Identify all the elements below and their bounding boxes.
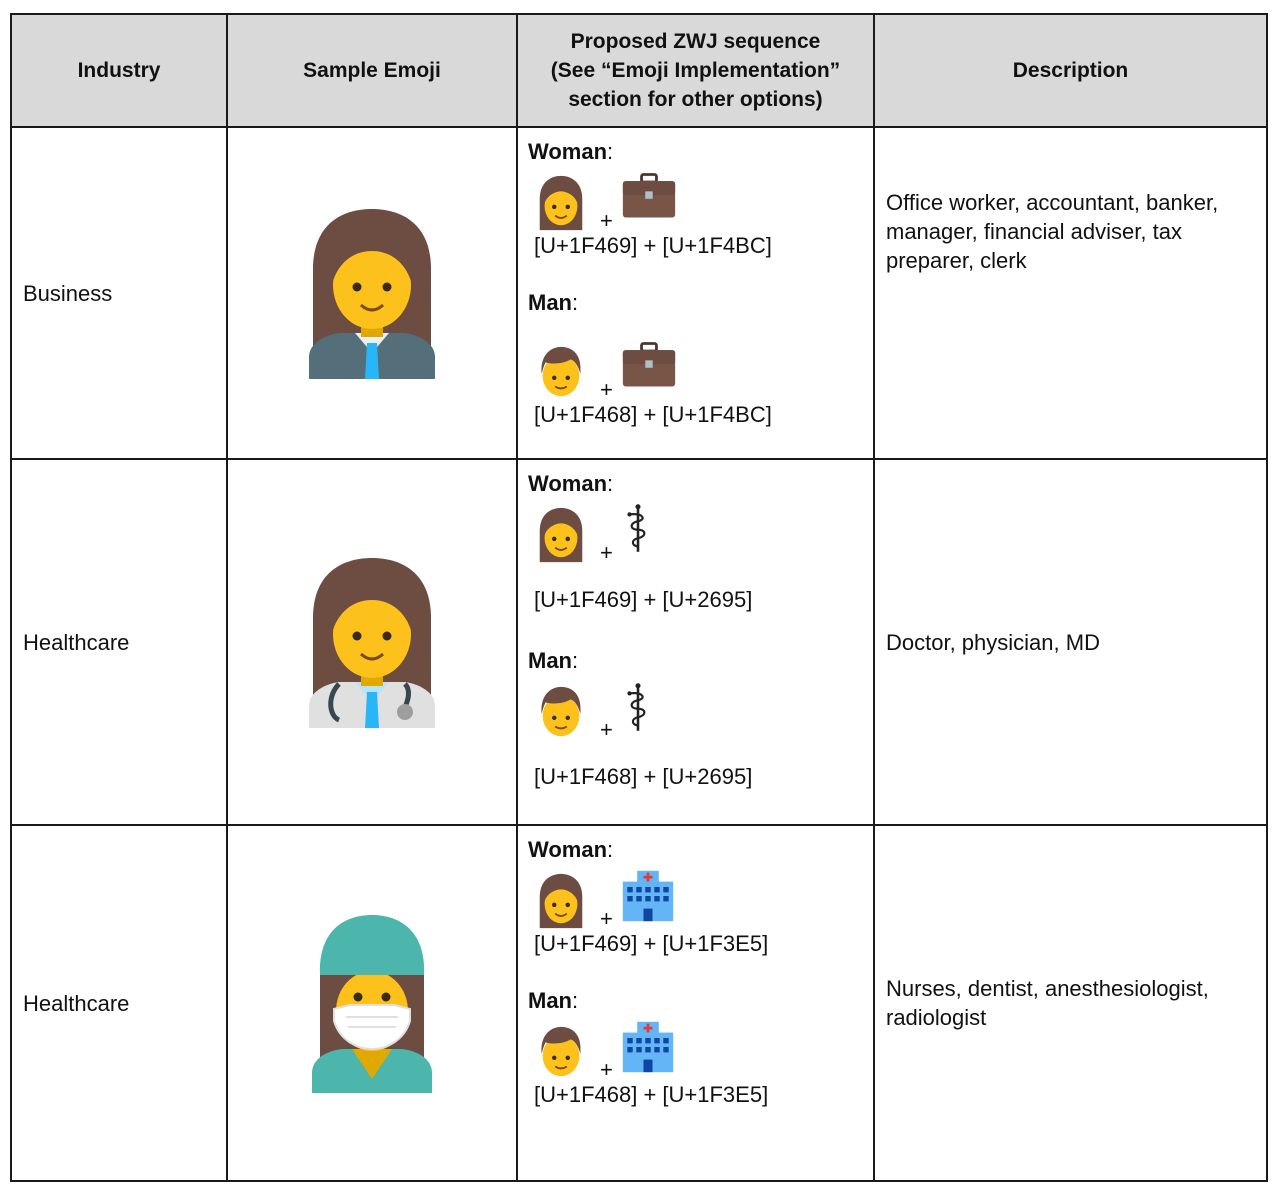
hospital-icon [621, 1019, 675, 1075]
table-row [11, 127, 1267, 459]
plus-sign: + [600, 906, 613, 931]
codepoint-sequence: [U+1F469] + [U+2695] [534, 587, 753, 612]
woman-office-worker-icon [309, 207, 435, 379]
staff-of-aesculapius-icon [621, 681, 655, 733]
woman-face-icon [532, 174, 590, 232]
description-cell: Doctor, physician, MD [874, 459, 1267, 825]
codepoint-sequence: [U+1F468] + [U+2695] [534, 764, 753, 789]
man-sequence [528, 337, 873, 401]
man-sequence [528, 677, 873, 741]
header-sequence-line: section for other options) [568, 88, 823, 111]
briefcase-icon [621, 341, 677, 389]
plus-sign: + [600, 1057, 613, 1082]
woman-health-worker-masked-icon [310, 913, 434, 1093]
codepoint-sequence: [U+1F469] + [U+1F3E5] [534, 931, 769, 956]
woman-face-icon [532, 506, 590, 564]
woman-sequence [528, 500, 873, 564]
description-cell: Office worker, accountant, banker, manager, financial adviser, tax preparer, clerk [874, 127, 1267, 459]
description-cell: Nurses, dentist, anesthesiologist, radiologist [874, 825, 1267, 1181]
sample-emoji-cell [227, 127, 517, 459]
header-proposed-sequence [517, 14, 874, 127]
industry-table [10, 13, 1268, 1182]
man-label: Man: [528, 988, 579, 1013]
sample-emoji-cell [227, 459, 517, 825]
sequence-cell [517, 825, 874, 1181]
woman-label: Woman: [528, 139, 614, 164]
man-face-icon [532, 1023, 590, 1081]
man-label: Man: [528, 290, 579, 315]
woman-sequence [528, 866, 873, 930]
woman-label: Woman: [528, 837, 614, 862]
header-sequence-line: (See “Emoji Implementation” [550, 59, 841, 82]
hospital-icon [621, 868, 675, 924]
plus-sign: + [600, 208, 613, 233]
codepoint-sequence: [U+1F469] + [U+1F4BC] [534, 233, 772, 258]
man-face-icon [532, 683, 590, 741]
woman-sequence [528, 168, 873, 232]
codepoint-sequence: [U+1F468] + [U+1F4BC] [534, 402, 772, 427]
header-industry: Industry [11, 14, 227, 127]
header-row [11, 14, 1267, 127]
emoji-proposal-table [10, 13, 1266, 1183]
man-label: Man: [528, 648, 579, 673]
header-sample-emoji: Sample Emoji [227, 14, 517, 127]
woman-face-icon [532, 872, 590, 930]
man-face-icon [532, 343, 590, 401]
woman-doctor-icon [309, 556, 435, 728]
industry-cell: Healthcare [11, 459, 227, 825]
codepoint-sequence: [U+1F468] + [U+1F3E5] [534, 1082, 769, 1107]
woman-label: Woman: [528, 471, 614, 496]
staff-of-aesculapius-icon [621, 502, 655, 554]
industry-cell: Business [11, 127, 227, 459]
sample-emoji-cell [227, 825, 517, 1181]
plus-sign: + [600, 717, 613, 742]
industry-cell: Healthcare [11, 825, 227, 1181]
man-sequence [528, 1017, 873, 1081]
header-description: Description [874, 14, 1267, 127]
table-row [11, 825, 1267, 1181]
sequence-cell [517, 127, 874, 459]
plus-sign: + [600, 540, 613, 565]
plus-sign: + [600, 377, 613, 402]
header-sequence-line: Proposed ZWJ sequence [570, 30, 821, 53]
table-row [11, 459, 1267, 825]
sequence-cell [517, 459, 874, 825]
briefcase-icon [621, 172, 677, 220]
